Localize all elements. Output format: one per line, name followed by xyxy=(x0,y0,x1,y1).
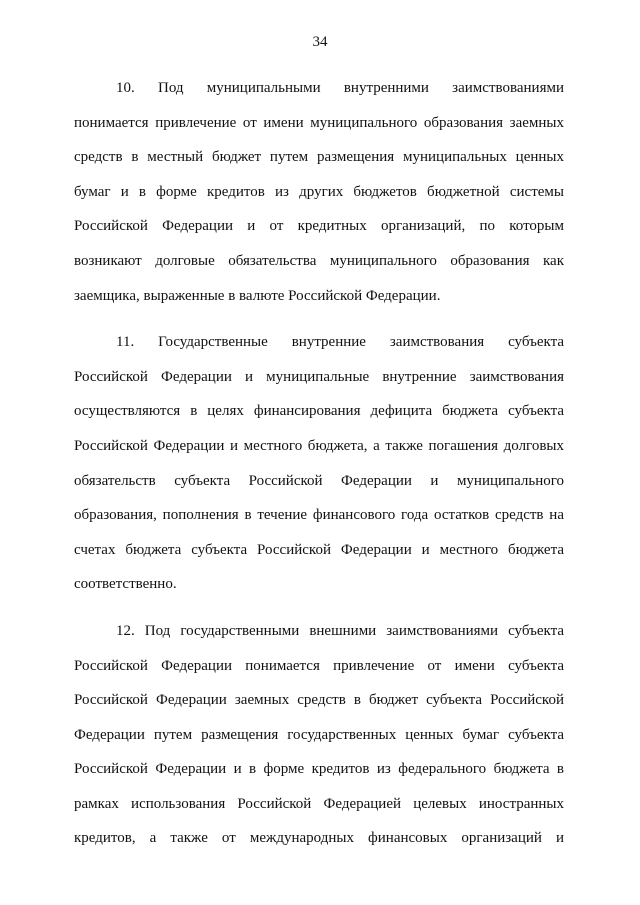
text-line: образования, пополнения в течение финансового года остатков средств на xyxy=(74,507,564,524)
paragraph-11 xyxy=(74,325,564,602)
text-line: Федерации путем размещения государственных ценных бумаг субъекта xyxy=(74,726,564,743)
text-line: счетах бюджета субъекта Российской Федерации и местного бюджета xyxy=(74,541,564,558)
text-line: соответственно. xyxy=(74,576,177,593)
text-line: осуществляются в целях финансирования дефицита бюджета субъекта xyxy=(74,403,564,420)
text-line: кредитов, а также от международных финансовых организаций и xyxy=(74,830,564,847)
text-line: средств в местный бюджет путем размещения муниципальных ценных xyxy=(74,149,564,166)
text-line: 11. Государственные внутренние заимствования субъекта xyxy=(116,334,564,351)
text-line: Российской Федерации понимается привлечение от имени субъекта xyxy=(74,657,564,674)
text-line: рамках использования Российской Федерацией целевых иностранных xyxy=(74,795,564,812)
text-line: 10. Под муниципальными внутренними заимствованиями xyxy=(116,80,564,96)
text-line: Российской Федерации и муниципальные внутренние заимствования xyxy=(74,368,564,385)
text-line: понимается привлечение от имени муниципального образования заемных xyxy=(74,114,564,131)
text-line: Российской Федерации и от кредитных организаций, по которым xyxy=(74,218,564,235)
text-line: бумаг и в форме кредитов из других бюджетов бюджетной системы xyxy=(74,183,564,200)
text-line: обязательств субъекта Российской Федерации и муниципального xyxy=(74,472,564,489)
text-line: возникают долговые обязательства муниципального образования как xyxy=(74,252,564,269)
text-line: Российской Федерации заемных средств в бюджет субъекта Российской xyxy=(74,692,564,709)
page-number: 34 xyxy=(312,34,328,50)
text-line: 12. Под государственными внешними заимствованиями субъекта xyxy=(116,622,564,639)
paragraph-10 xyxy=(74,71,564,313)
text-line: Российской Федерации и в форме кредитов из федерального бюджета в xyxy=(74,761,564,778)
paragraph-12 xyxy=(74,614,564,856)
text-line: заемщика, выраженные в валюте Российской Федерации. xyxy=(74,287,441,304)
document-body xyxy=(74,71,564,868)
text-line: Российской Федерации и местного бюджета, а также погашения долговых xyxy=(74,437,564,454)
